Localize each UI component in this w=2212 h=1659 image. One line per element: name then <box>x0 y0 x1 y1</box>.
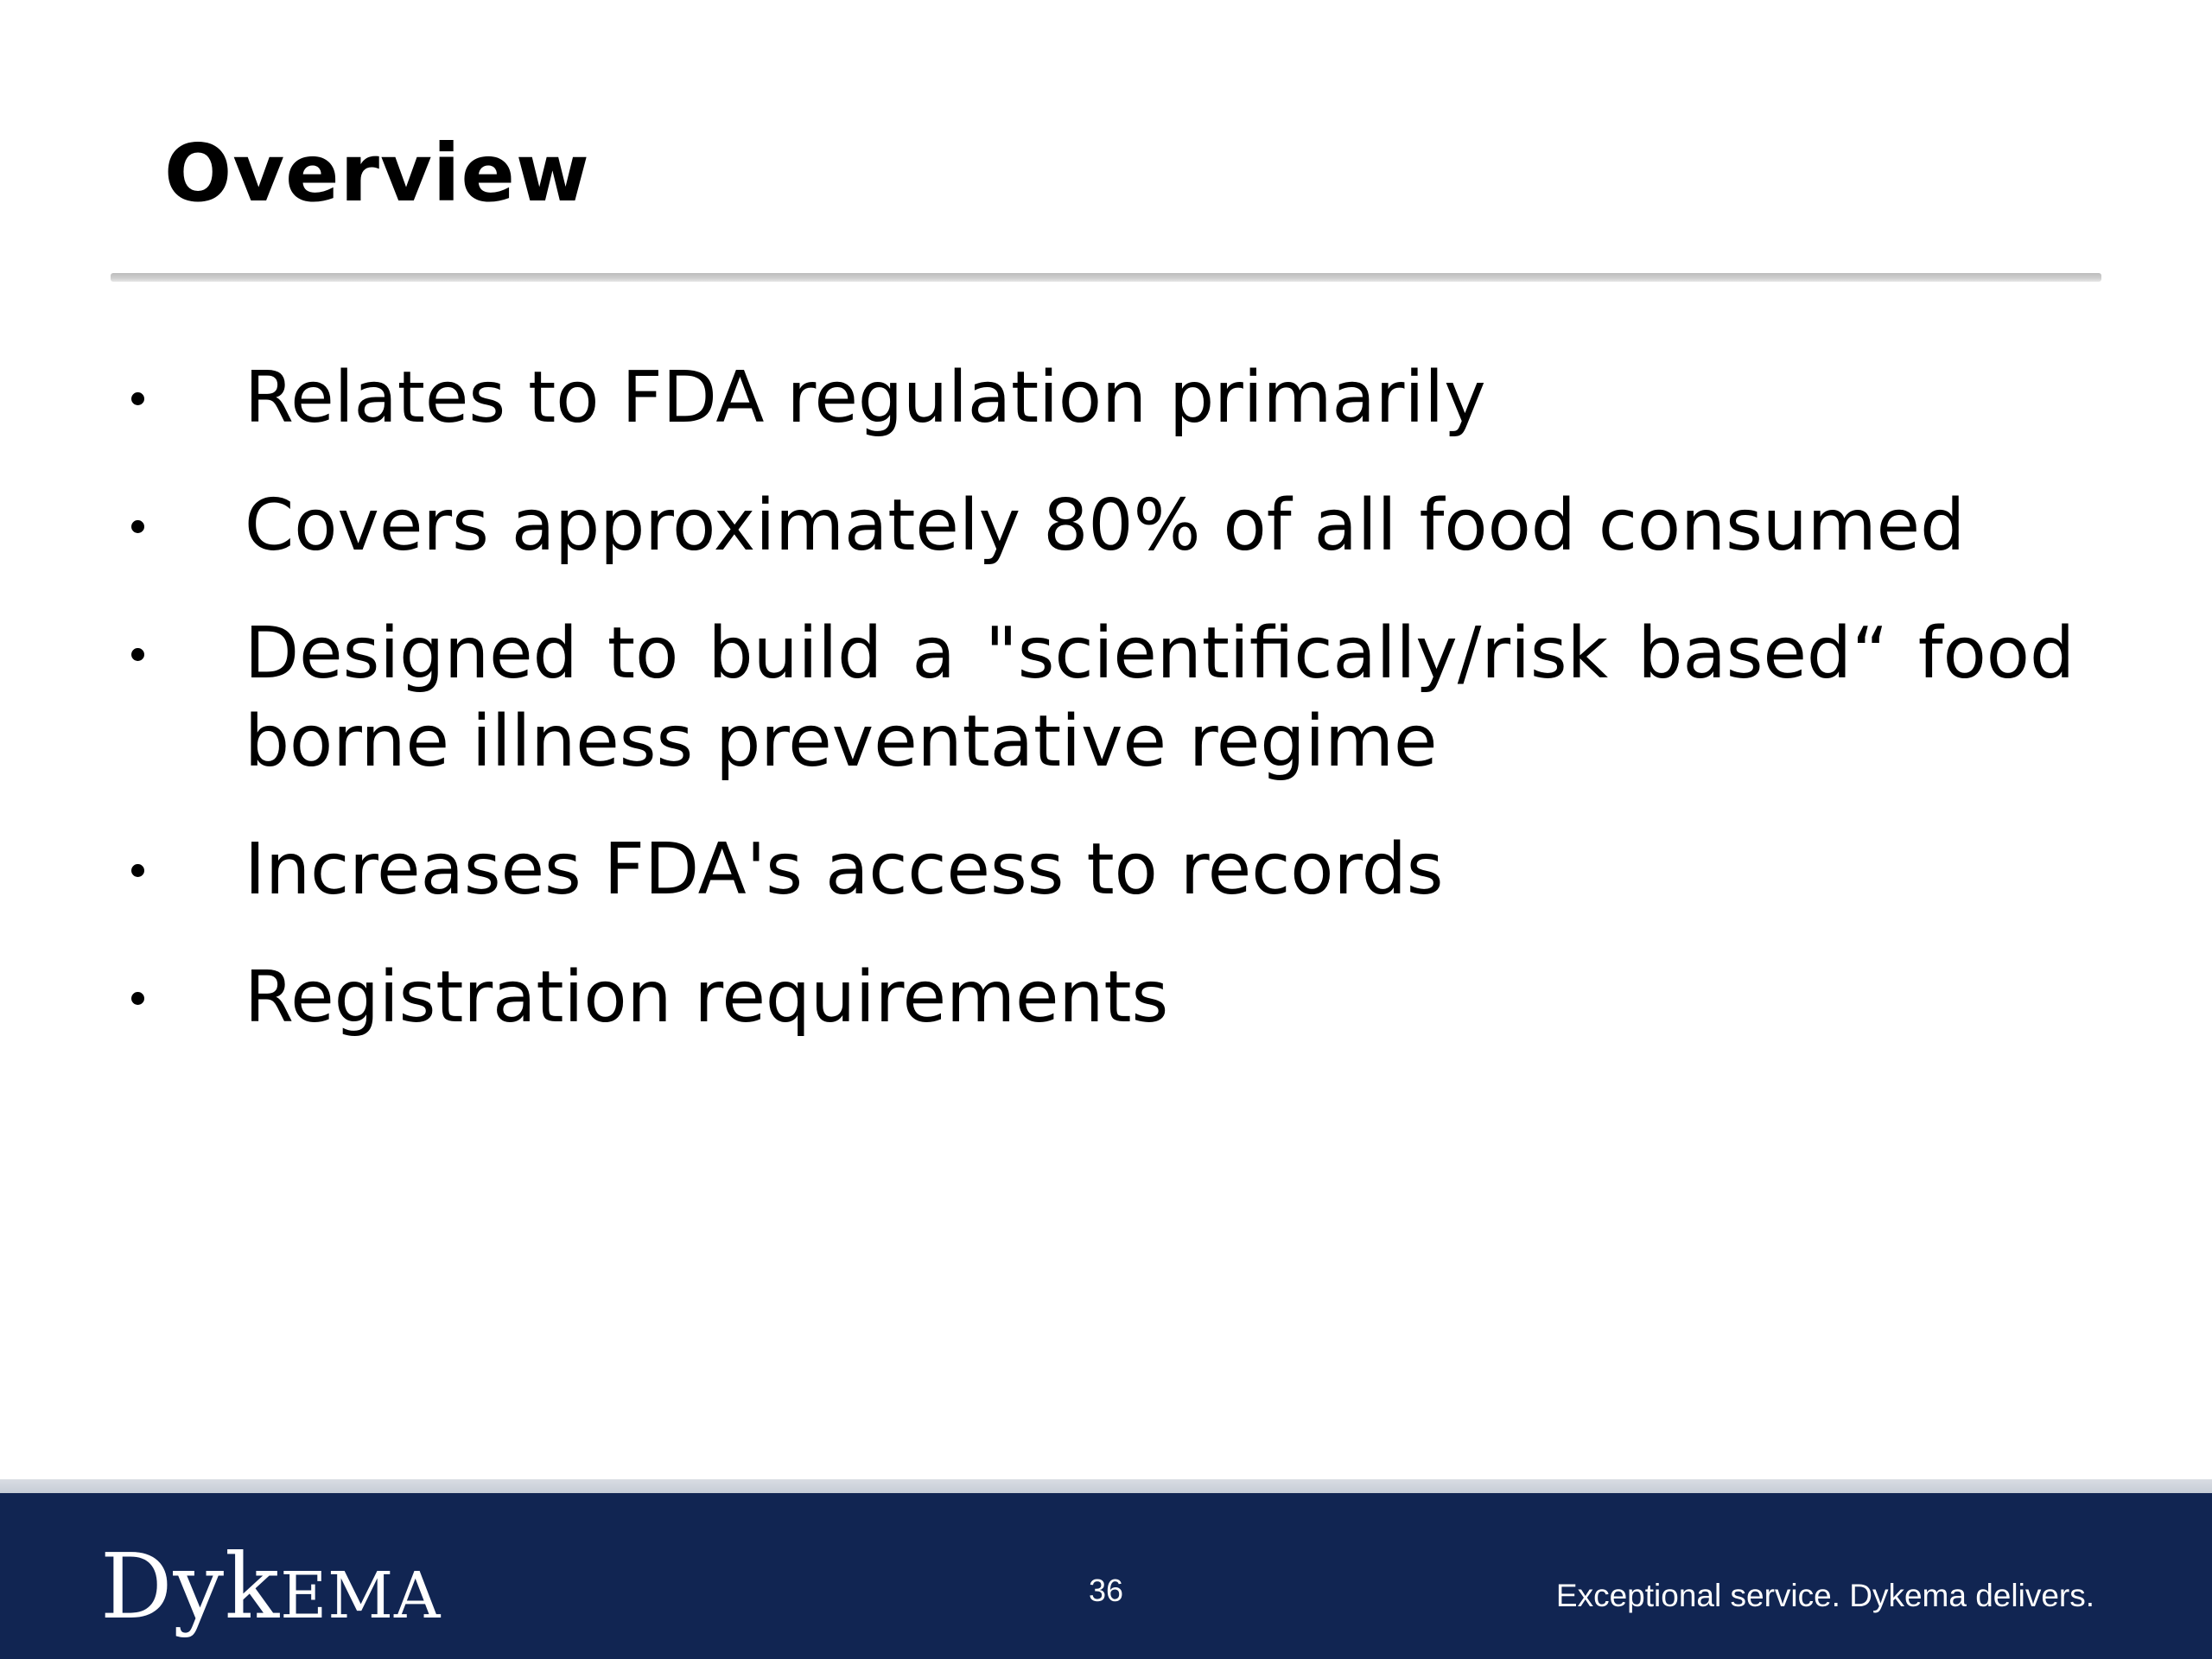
bullet-item <box>0 954 2075 1042</box>
bullet-text: Increases FDA's access to records <box>245 829 1444 911</box>
bullet-item <box>0 354 2075 442</box>
bullet-item <box>0 610 2075 786</box>
bullet-icon <box>131 992 144 1005</box>
logo-letter: k <box>225 1534 281 1639</box>
bullet-icon <box>131 648 144 661</box>
bullet-text: Registration requirements <box>245 957 1169 1039</box>
logo-letter: y <box>173 1534 226 1639</box>
bullet-icon <box>131 864 144 877</box>
bullet-text: Covers approximately 80% of all food consumed <box>245 485 1966 567</box>
footer-divider <box>0 1479 2212 1493</box>
logo-letter: D <box>100 1534 174 1639</box>
bullet-text: Relates to FDA regulation primarily <box>245 357 1486 439</box>
footer-tagline: Exceptional service. Dykema delivers. <box>1555 1578 2094 1613</box>
bullet-item <box>0 826 2075 914</box>
bullet-icon <box>131 520 144 533</box>
dykema-logo <box>100 1528 442 1639</box>
bullet-item <box>0 482 2075 570</box>
page-number: 36 <box>1088 1573 1124 1608</box>
bullet-text: Designed to build a "scientifically/risk based“ food borne illness preventative regime <box>245 613 2075 783</box>
logo-letters: EMA <box>280 1559 442 1633</box>
slide-title: Overview <box>164 127 590 219</box>
bullet-icon <box>131 392 144 405</box>
title-divider <box>111 273 2101 282</box>
bullet-list <box>0 354 2212 1082</box>
